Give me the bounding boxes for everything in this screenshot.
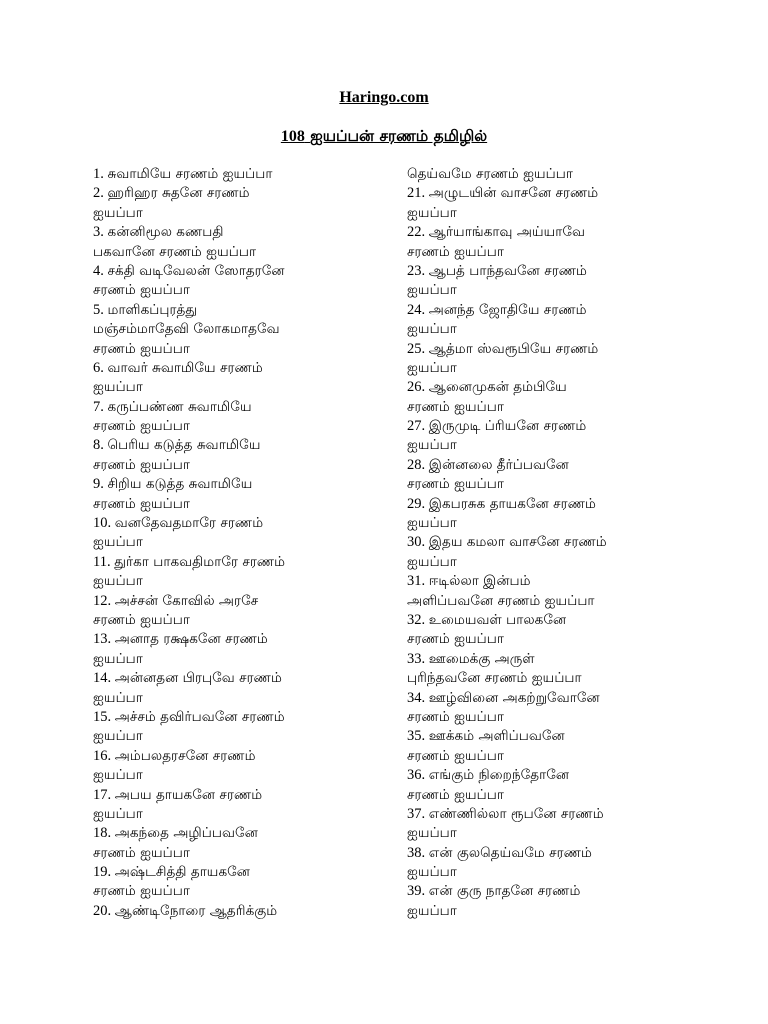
list-line xyxy=(93,844,393,863)
item-text: சரணம் ஐயப்பா xyxy=(93,495,191,512)
item-text: வனதேவதமாரே சரணம் xyxy=(114,515,264,532)
item-text: ஊமைக்கு அருள் xyxy=(428,650,535,667)
item-number: 25. xyxy=(407,340,429,357)
list-line xyxy=(93,533,393,552)
list-line xyxy=(93,572,393,591)
item-number: 8. xyxy=(93,437,108,454)
item-text: ஈடில்லா இன்பம் xyxy=(428,573,531,590)
list-line xyxy=(407,475,707,494)
item-number: 12. xyxy=(93,592,115,609)
item-text: ஆத்மா ஸ்வரூபியே சரணம் xyxy=(428,340,599,357)
item-number: 28. xyxy=(407,456,429,473)
list-line xyxy=(407,844,707,863)
list-line xyxy=(93,281,393,300)
item-number: 39. xyxy=(407,883,429,900)
item-text: ஐயப்பா xyxy=(407,864,457,881)
list-line xyxy=(93,689,393,708)
item-text: இருமுடி ப்ரியனே சரணம் xyxy=(428,418,587,435)
list-line xyxy=(407,184,707,203)
item-text: எண்ணில்லா ரூபனே சரணம் xyxy=(428,805,604,822)
list-line xyxy=(407,747,707,766)
list-line xyxy=(93,669,393,688)
item-number: 35. xyxy=(407,728,429,745)
list-line xyxy=(93,824,393,843)
list-line xyxy=(407,553,707,572)
list-line xyxy=(407,514,707,533)
list-line xyxy=(407,727,707,746)
list-line xyxy=(93,204,393,223)
list-line xyxy=(93,514,393,533)
list-line xyxy=(407,805,707,824)
item-text: ஐயப்பா xyxy=(93,767,143,784)
list-line xyxy=(93,766,393,785)
item-text: ஐயப்பா xyxy=(407,553,457,570)
list-line xyxy=(407,630,707,649)
item-number: 24. xyxy=(407,301,429,318)
item-number: 13. xyxy=(93,631,115,648)
item-text: ஆண்டிநோரை ஆதரிக்கும் xyxy=(114,902,278,919)
list-line xyxy=(407,262,707,281)
list-line xyxy=(407,417,707,436)
list-line xyxy=(93,417,393,436)
item-text: ஊழ்வினை அகற்றுவோனே xyxy=(428,689,600,706)
item-text: சிறிய கடுத்த சுவாமியே xyxy=(107,476,253,493)
list-line xyxy=(93,184,393,203)
list-line xyxy=(407,495,707,514)
item-number: 20. xyxy=(93,902,115,919)
item-number: 16. xyxy=(93,747,115,764)
list-line xyxy=(93,630,393,649)
list-line xyxy=(93,708,393,727)
list-line xyxy=(407,611,707,630)
list-line xyxy=(407,378,707,397)
list-line xyxy=(407,204,707,223)
item-text: என் குரு நாதனே சரணம் xyxy=(428,883,581,900)
item-text: சரணம் ஐயப்பா xyxy=(93,418,191,435)
item-text: அனாத ரக்ஷகனே சரணம் xyxy=(114,631,268,648)
item-text: ஐயப்பா xyxy=(93,728,143,745)
title-number: 108 xyxy=(280,128,305,145)
item-text: அன்னதன பிரபுவே சரணம் xyxy=(114,670,282,687)
list-line xyxy=(93,863,393,882)
item-number: 9. xyxy=(93,476,108,493)
item-text: சரணம் ஐயப்பா xyxy=(407,786,505,803)
item-text: அபய தாயகனே சரணம் xyxy=(114,786,263,803)
list-line xyxy=(407,359,707,378)
item-text: ஐயப்பா xyxy=(93,650,143,667)
list-line xyxy=(407,223,707,242)
item-text: ஐயப்பா xyxy=(407,515,457,532)
item-number: 15. xyxy=(93,708,115,725)
list-line xyxy=(407,533,707,552)
item-number: 27. xyxy=(407,418,429,435)
list-line xyxy=(93,456,393,475)
item-number: 10. xyxy=(93,515,115,532)
item-text: சுவாமியே சரணம் ஐயப்பா xyxy=(107,166,273,182)
item-number: 21. xyxy=(407,185,429,202)
title-text: ஐயப்பன் சரணம் தமிழில் xyxy=(310,127,488,145)
list-line xyxy=(93,262,393,281)
page-title xyxy=(0,124,768,149)
item-text: ஐயப்பா xyxy=(407,902,457,919)
item-number: 6. xyxy=(93,359,108,376)
item-number: 26. xyxy=(407,379,429,396)
list-line xyxy=(93,475,393,494)
list-line xyxy=(93,553,393,572)
item-number: 5. xyxy=(93,301,108,318)
item-text: இன்னலை தீர்ப்பவனே xyxy=(428,456,569,473)
item-number: 31. xyxy=(407,573,429,590)
item-text: ஐயப்பா xyxy=(93,379,143,396)
item-text: சரணம் ஐயப்பா xyxy=(407,631,505,648)
list-line xyxy=(93,398,393,417)
list-line xyxy=(93,223,393,242)
item-number: 14. xyxy=(93,670,115,687)
list-line xyxy=(93,340,393,359)
item-text: ஐயப்பா xyxy=(93,534,143,551)
item-text: சரணம் ஐயப்பா xyxy=(93,282,191,299)
item-text: ஐயப்பா xyxy=(93,689,143,706)
item-number: 33. xyxy=(407,650,429,667)
item-text: அச்சம் தவிர்பவனே சரணம் xyxy=(114,708,285,725)
item-text: ஐயப்பா xyxy=(407,204,457,221)
list-line xyxy=(93,495,393,514)
list-line xyxy=(93,165,393,184)
list-line xyxy=(407,882,707,901)
item-text: அகந்தை அழிப்பவனே xyxy=(114,825,258,842)
list-line xyxy=(407,398,707,417)
item-text: தெய்வமே சரணம் ஐயப்பா xyxy=(407,166,574,182)
item-text: சரணம் ஐயப்பா xyxy=(407,398,505,415)
item-number: 37. xyxy=(407,805,429,822)
item-text: எங்கும் நிறைந்தோனே xyxy=(428,767,570,784)
list-line xyxy=(407,766,707,785)
list-line xyxy=(407,689,707,708)
item-number: 18. xyxy=(93,825,115,842)
item-text: வாவர் சுவாமியே சரணம் xyxy=(107,359,263,376)
item-text: என் குலதெய்வமே சரணம் xyxy=(428,844,592,861)
list-line xyxy=(93,747,393,766)
list-line xyxy=(93,243,393,262)
item-text: சரணம் ஐயப்பா xyxy=(407,747,505,764)
item-text: சரணம் ஐயப்பா xyxy=(93,611,191,628)
item-text: அஷ்டசித்தி தாயகனே xyxy=(114,864,250,881)
list-line xyxy=(407,436,707,455)
item-text: மஞ்சம்மாதேவி லோகமாதவே xyxy=(93,321,280,338)
item-number: 32. xyxy=(407,611,429,628)
item-number: 4. xyxy=(93,262,108,279)
list-line xyxy=(407,243,707,262)
list-line xyxy=(93,378,393,397)
item-text: ஐயப்பா xyxy=(407,359,457,376)
list-line xyxy=(93,786,393,805)
item-number: 23. xyxy=(407,262,429,279)
item-number: 30. xyxy=(407,534,429,551)
list-line xyxy=(93,301,393,320)
item-number: 3. xyxy=(93,224,108,241)
list-line xyxy=(407,786,707,805)
list-line xyxy=(93,727,393,746)
list-line xyxy=(407,824,707,843)
site-name: Haringo.com xyxy=(339,89,429,106)
list-line xyxy=(93,882,393,901)
item-number: 1. xyxy=(93,166,108,182)
item-text: சரணம் ஐயப்பா xyxy=(93,456,191,473)
item-text: அம்பலதரசனே சரணம் xyxy=(114,747,256,764)
list-line xyxy=(407,281,707,300)
list-line xyxy=(407,708,707,727)
list-line xyxy=(407,301,707,320)
list-line xyxy=(407,572,707,591)
right-column xyxy=(407,165,707,921)
item-text: ஐயப்பா xyxy=(93,204,143,221)
item-text: ஆபத் பாந்தவனே சரணம் xyxy=(428,262,587,279)
item-number: 38. xyxy=(407,844,429,861)
item-text: சக்தி வடிவேலன் ஸோதரனே xyxy=(107,262,285,279)
item-text: மாளிகப்புரத்து xyxy=(107,301,198,318)
item-number: 29. xyxy=(407,495,429,512)
item-text: அழுடயின் வாசனே சரணம் xyxy=(428,185,599,202)
list-line xyxy=(93,902,393,921)
item-text: ஆனைமுகன் தம்பியே xyxy=(428,379,567,396)
item-text: துர்கா பாகவதிமாரே சரணம் xyxy=(114,553,286,570)
item-text: கன்னிமூல கணபதி xyxy=(107,224,224,241)
item-number: 36. xyxy=(407,767,429,784)
item-text: ஐயப்பா xyxy=(93,805,143,822)
item-text: அனந்த ஜோதியே சரணம் xyxy=(428,301,587,318)
item-text: சரணம் ஐயப்பா xyxy=(407,243,505,260)
item-text: சரணம் ஐயப்பா xyxy=(93,340,191,357)
item-text: ஊக்கம் அளிப்பவனே xyxy=(428,728,565,745)
item-number: 34. xyxy=(407,689,429,706)
item-number: 22. xyxy=(407,224,429,241)
item-text: கருப்பண்ண சுவாமியே xyxy=(107,398,252,415)
list-line xyxy=(93,650,393,669)
list-line xyxy=(407,165,707,184)
item-number: 2. xyxy=(93,185,108,202)
list-line xyxy=(407,650,707,669)
item-text: உமையவள் பாலகனே xyxy=(428,611,567,628)
list-line xyxy=(93,611,393,630)
item-text: சரணம் ஐயப்பா xyxy=(93,844,191,861)
item-text: பகவானே சரணம் ஐயப்பா xyxy=(93,243,257,260)
item-text: அளிப்பவனே சரணம் ஐயப்பா xyxy=(407,592,595,609)
item-text: ஐயப்பா xyxy=(407,437,457,454)
item-text: ஹரிஹர சுதனே சரணம் xyxy=(107,185,250,202)
list-line xyxy=(93,320,393,339)
item-text: இதய கமலா வாசனே சரணம் xyxy=(428,534,607,551)
list-line xyxy=(93,805,393,824)
item-text: சரணம் ஐயப்பா xyxy=(93,883,191,900)
list-line xyxy=(407,592,707,611)
item-text: பெரிய கடுத்த சுவாமியே xyxy=(107,437,261,454)
item-text: சரணம் ஐயப்பா xyxy=(407,476,505,493)
list-line xyxy=(93,359,393,378)
item-text: இகபரசுக தாயகனே சரணம் xyxy=(428,495,596,512)
item-text: அச்சன் கோவில் அரசே xyxy=(114,592,259,609)
item-text: சரணம் ஐயப்பா xyxy=(407,708,505,725)
list-line xyxy=(407,456,707,475)
item-text: புரிந்தவனே சரணம் ஐயப்பா xyxy=(407,670,582,687)
item-text: ஐயப்பா xyxy=(407,282,457,299)
list-line xyxy=(93,592,393,611)
item-number: 19. xyxy=(93,864,115,881)
item-number: 7. xyxy=(93,398,108,415)
item-text: ஆர்யாங்காவு அய்யாவே xyxy=(428,224,586,241)
item-text: ஐயப்பா xyxy=(407,321,457,338)
list-line xyxy=(407,669,707,688)
list-line xyxy=(93,436,393,455)
item-number: 11. xyxy=(93,553,115,570)
list-line xyxy=(407,863,707,882)
item-text: ஐயப்பா xyxy=(407,825,457,842)
item-text: ஐயப்பா xyxy=(93,573,143,590)
list-line xyxy=(407,902,707,921)
list-line xyxy=(407,340,707,359)
list-line xyxy=(407,320,707,339)
left-column xyxy=(93,165,393,921)
item-number: 17. xyxy=(93,786,115,803)
